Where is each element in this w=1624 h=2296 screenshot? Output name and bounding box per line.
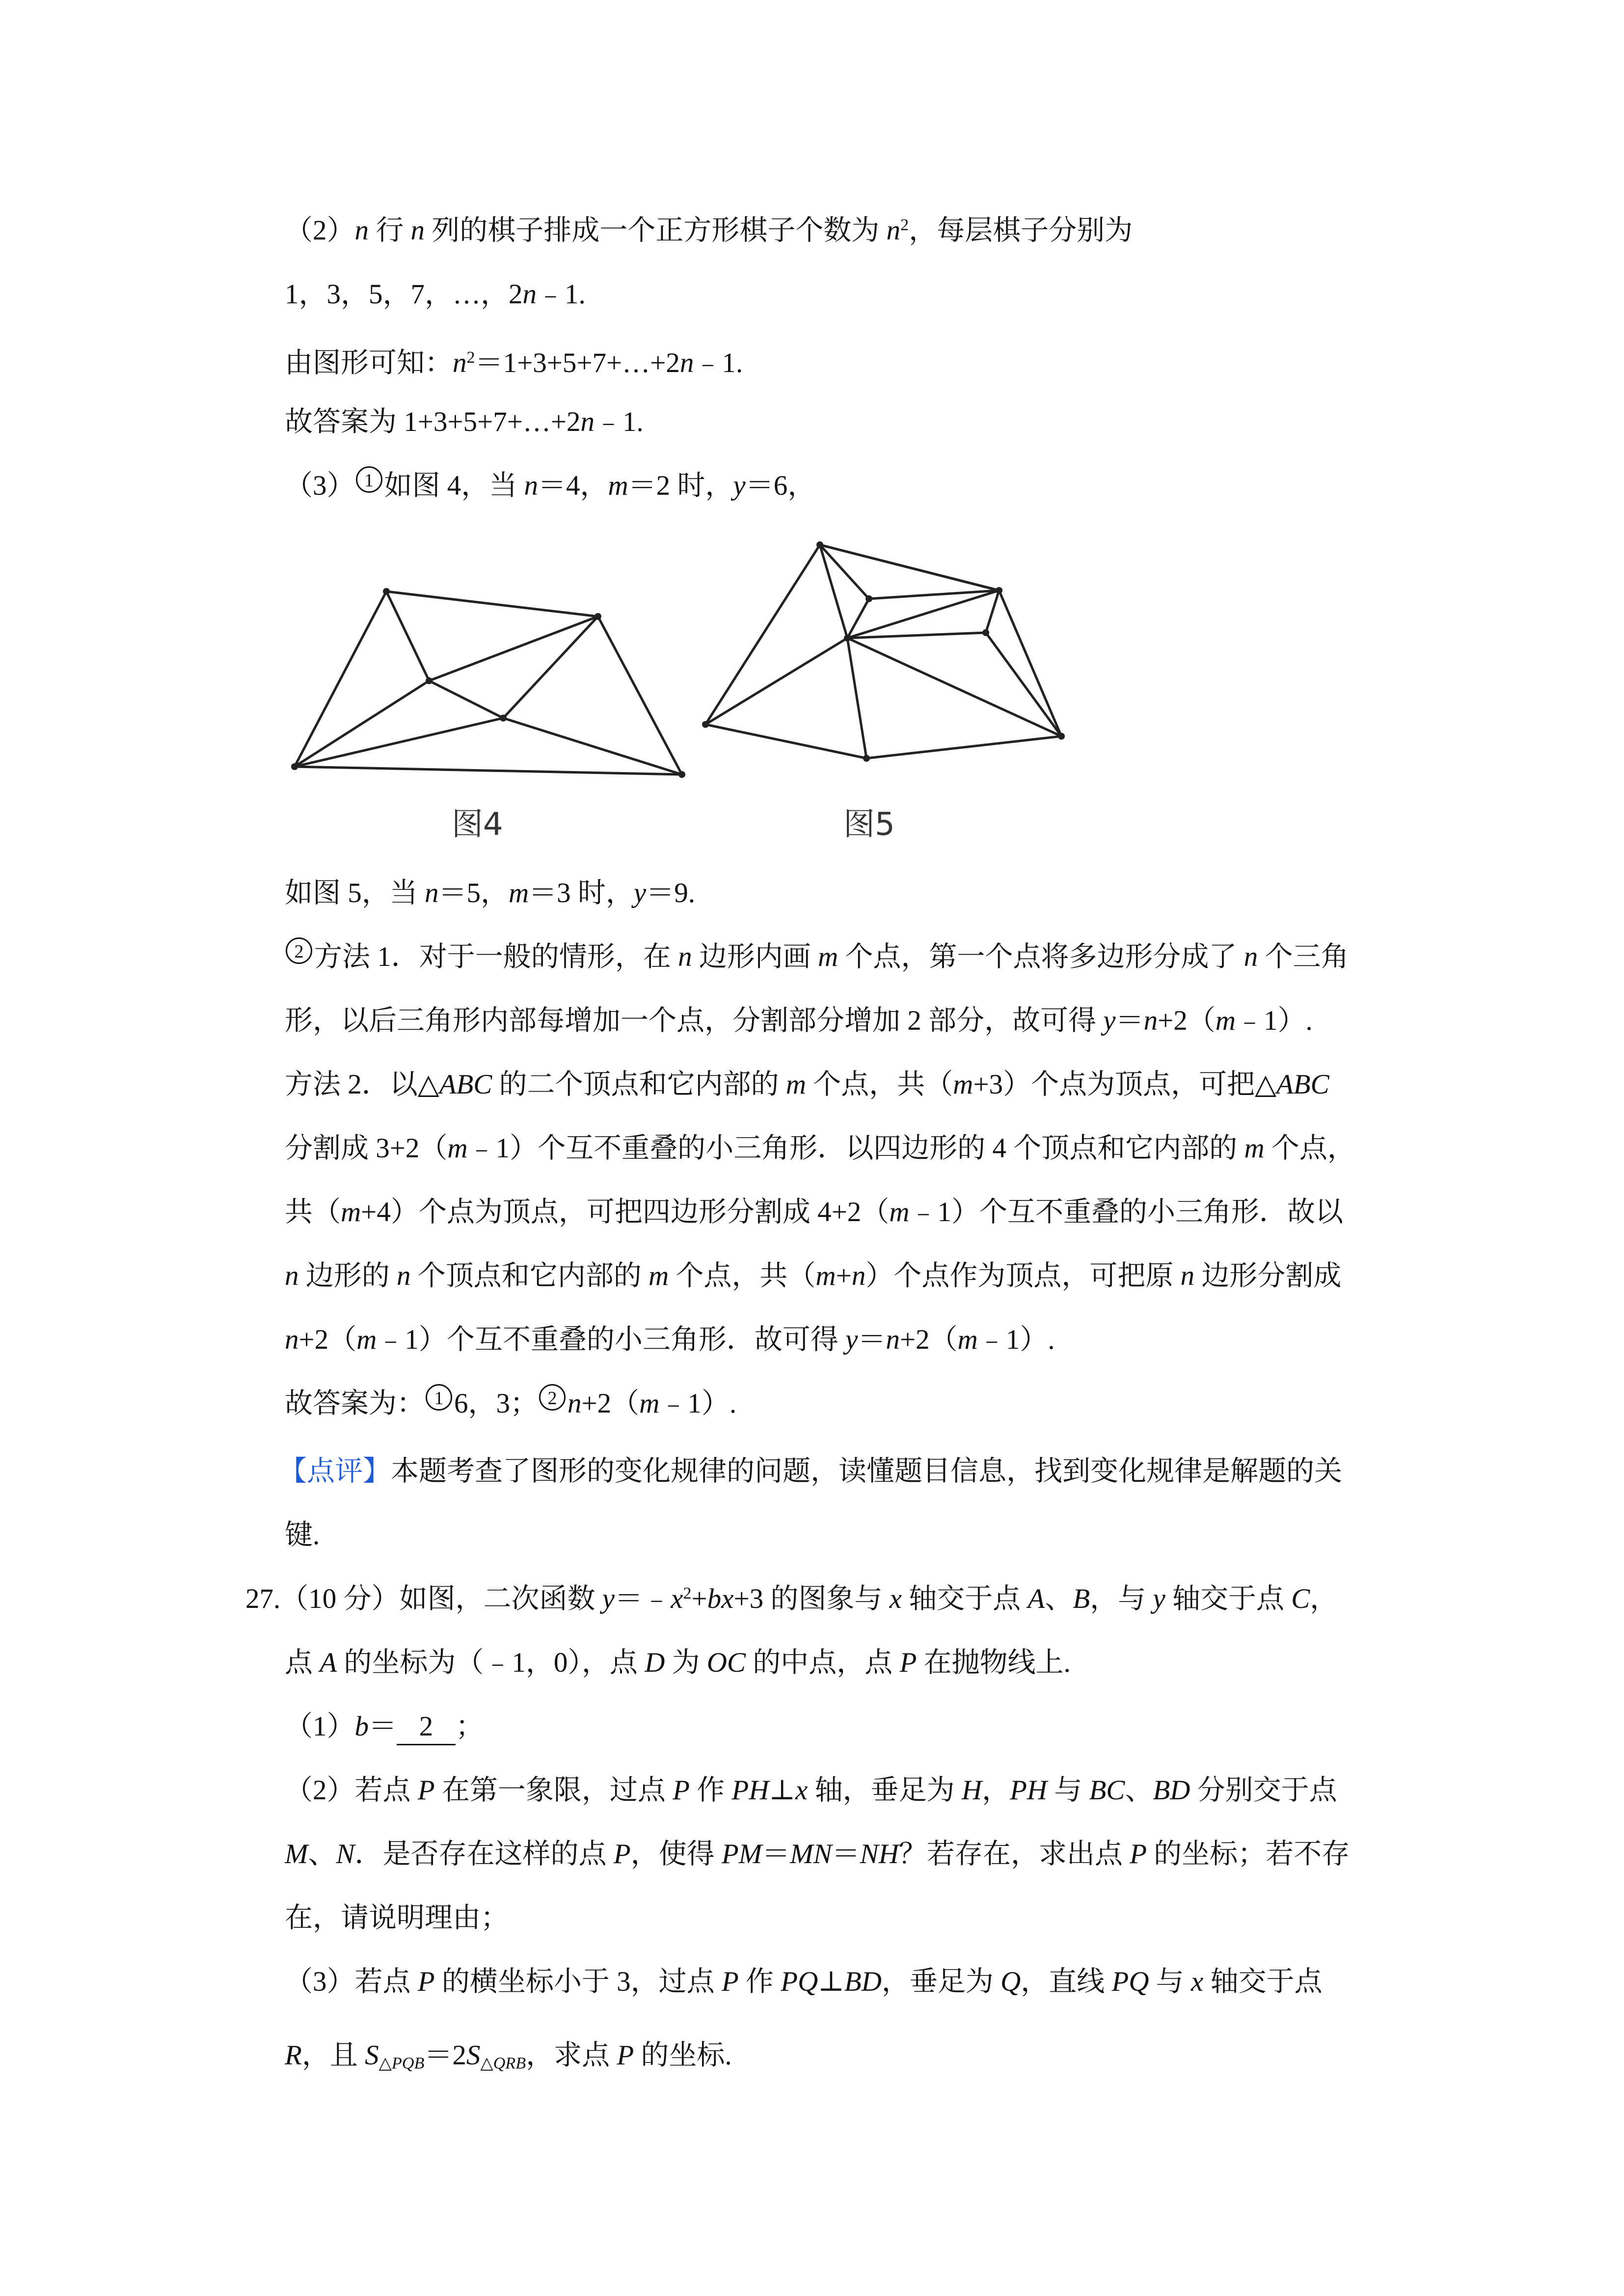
q27-line8: R，且 $S_{\triangle PQB}=2S_{\triangle QRB}$，求点 P 的坐标. [285, 2040, 732, 2073]
part3-line4: 形，以后三角形内部每增加一个点，分割部分增加 2 部分，故可得 y＝n+2（m﹣1）. [285, 1005, 1313, 1036]
circled-number: 1 [356, 466, 382, 493]
q27-line2: 点 A 的坐标为（﹣1，0），点 D 为 OC 的中点，点 P 在抛物线上. [285, 1647, 1071, 1678]
part2-line4: 故答案为 1+3+5+7+…+2n﹣1. [285, 406, 644, 437]
part3-line6: 分割成 3+2（m﹣1）个互不重叠的小三角形．以四边形的 4 个顶点和它内部的 m 个点， [285, 1133, 1355, 1164]
part3-line3: 2 方法 1．对于一般的情形，在 n 边形内画 m 个点，第一个点将多边形分成了 n 个三角 [285, 937, 1349, 977]
q27-line5: M、N．是否存在这样的点 P，使得 PM＝MN＝NH？若存在，求出点 P 的坐标；若不存 [285, 1839, 1350, 1869]
q27-line3: （1）b＝ 2 ； [285, 1707, 484, 1746]
figure-4-and-5 [0, 0, 1624, 883]
answer-blank: 2 [397, 1709, 456, 1745]
part3-line2: 如图 5，当 n＝5，m＝3 时，y＝9. [285, 878, 695, 908]
part3-line7: 共（m+4）个点为顶点，可把四边形分割成 4+2（m﹣1）个互不重叠的小三角形．故以 [285, 1197, 1343, 1228]
part3-line9: n+2（m﹣1）个互不重叠的小三角形．故可得 y＝n+2（m﹣1）. [285, 1324, 1055, 1355]
part2-line1: （2）n 行 n 列的棋子排成一个正方形棋子个数为 $n^2$，每层棋子分别为 [285, 215, 1133, 246]
figure-5-points [702, 541, 1065, 762]
figure-5-diagram [705, 545, 1061, 758]
part3-line8: n 边形的 n 个顶点和它内部的 m 个点，共（m+n）个点作为顶点，可把原 n 边形分割成 [285, 1260, 1342, 1291]
part3-line10: 故答案为： 1 6，3； 2 n+2（m﹣1）. [285, 1384, 736, 1423]
part3-line5: 方法 2．以△ABC 的二个顶点和它内部的 m 个点，共（m+3）个点为顶点，可把△ABC [285, 1069, 1329, 1100]
figure-4-caption: 图4 [452, 806, 503, 843]
circled-number: 2 [539, 1384, 566, 1411]
comment-line2: 键. [285, 1520, 320, 1550]
circled-number: 2 [286, 937, 312, 964]
q27-line1: 27.（10 分）如图，二次函数 $y=﹣x^2+bx+3$ 的图象与 x 轴交于点 A、B，与 y 轴交于点 C， [245, 1583, 1338, 1614]
comment-line1: 【点评】本题考查了图形的变化规律的问题，读懂题目信息，找到变化规律是解题的关 [279, 1456, 1342, 1487]
figure-4-points [291, 588, 685, 778]
figure-5-caption: 图5 [843, 806, 895, 843]
part3-line1: （3） 1 如图 4，当 n＝4，m＝2 时，y＝6， [285, 466, 815, 506]
q27-line6: 在，请说明理由； [285, 1902, 509, 1933]
circled-number: 1 [426, 1384, 452, 1411]
q27-line4: （2）若点 P 在第一象限，过点 P 作 PH⊥x 轴，垂足为 H，PH 与 BC、BD 分别交于点 [285, 1775, 1337, 1806]
q27-line7: （3）若点 P 的横坐标小于 3，过点 P 作 PQ⊥BD，垂足为 Q，直线 PQ 与 x 轴交于点 [285, 1966, 1323, 1997]
comment-tag: 【点评】 [279, 1456, 391, 1487]
figure-4-diagram [295, 591, 682, 774]
part2-line2: 1，3，5，7，…，2n﹣1. [285, 279, 586, 310]
part2-line3: 由图形可知：$n^2=1+3+5+7+\dots+2n﹣1$. [285, 347, 743, 378]
